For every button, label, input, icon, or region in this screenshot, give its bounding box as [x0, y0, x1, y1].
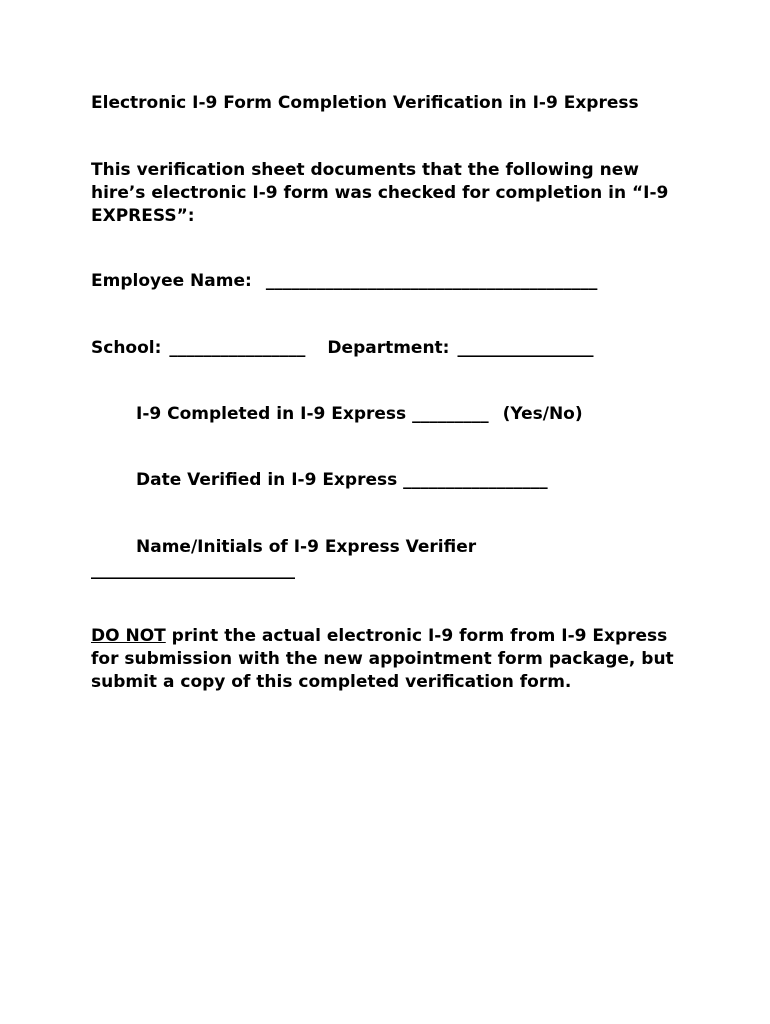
completed-row [136, 403, 583, 426]
date-verified-row [136, 469, 548, 492]
completed-blank: _________ [412, 404, 489, 424]
department-blank: ________________ [457, 338, 594, 358]
department-label: Department: [327, 338, 450, 358]
employee-name-row [91, 270, 597, 293]
verifier-label: Name/Initials of I-9 Express Verifier [136, 537, 477, 557]
notice-paragraph [91, 625, 691, 694]
notice-emphasis: DO NOT [91, 626, 166, 646]
school-label: School: [91, 338, 162, 358]
employee-name-label: Employee Name: [91, 271, 252, 291]
date-verified-label: Date Verified in I-9 Express [136, 470, 398, 490]
notice-text: print the actual electronic I-9 form from I-9 Express for submission with the new appointment form package, but submit a copy of this completed verification form. [91, 626, 674, 692]
intro-paragraph: This verification sheet documents that the following new hire’s electronic I-9 form was checked for completion in “I-9 EXPRESS”: [91, 160, 669, 226]
verifier-blank: ________________________ [91, 560, 295, 580]
document-title: Electronic I-9 Form Completion Verification in I-9 Express [91, 93, 639, 113]
employee-name-blank: _______________________________________ [265, 271, 598, 291]
completed-hint: (Yes/No) [502, 404, 583, 424]
completed-label: I-9 Completed in I-9 Express [136, 404, 407, 424]
date-verified-blank: _________________ [403, 470, 548, 490]
school-department-row [91, 337, 594, 360]
school-blank: ________________ [169, 338, 306, 358]
